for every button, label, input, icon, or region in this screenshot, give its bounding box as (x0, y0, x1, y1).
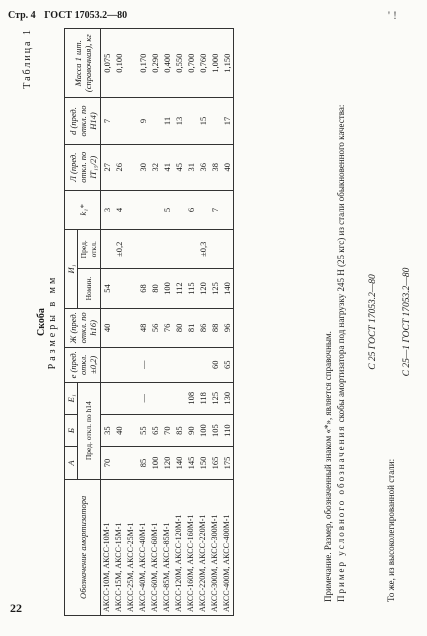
cell-w: 76 (161, 308, 173, 347)
cell-dev (173, 230, 185, 269)
cell-e1 (161, 382, 173, 414)
cell-e (185, 347, 197, 382)
header-designation: Обозначение амортизатора (65, 479, 101, 615)
cell-e (125, 347, 137, 382)
header-l: Л (пред. откл. по IT₁₅/2) (65, 144, 101, 190)
cell-k1 (137, 190, 149, 229)
cell-e: 60 (209, 347, 221, 382)
cell-mass: 0,700 (185, 29, 197, 98)
cell-a: 165 (209, 447, 221, 479)
cell-w: 88 (209, 308, 221, 347)
cell-e1: 125 (209, 382, 221, 414)
header-a: A (65, 447, 78, 479)
rotated-content (22, 28, 417, 616)
cell-mass: 0,760 (197, 29, 209, 98)
cell-dev: ±0,3 (197, 230, 209, 269)
example-designation-1: С 25 ГОСТ 17053.2—80 (368, 274, 378, 370)
cell-l: 27 (101, 144, 114, 190)
page-label: Стр. 4 (8, 10, 36, 21)
cell-e1: 118 (197, 382, 209, 414)
cell-w: 40 (101, 308, 114, 347)
header-nominal: Номин. (78, 269, 101, 308)
cell-l: 45 (173, 144, 185, 190)
cell-e (173, 347, 185, 382)
cell-dev (149, 230, 161, 269)
header-deviation: Пред. откл. (78, 230, 101, 269)
cell-k1: 7 (209, 190, 221, 229)
cell-w: 80 (173, 308, 185, 347)
cell-e1 (101, 382, 114, 414)
cell-l: 32 (149, 144, 161, 190)
header-w: Ж (пред. откл. по h16) (65, 308, 101, 347)
cell-b: 100 (197, 414, 209, 446)
cell-k1: 6 (185, 190, 197, 229)
table-row (161, 29, 173, 616)
cell-nom (125, 269, 137, 308)
cell-a: 85 (137, 447, 149, 479)
cell-d: 9 (137, 98, 149, 144)
cell-w: 48 (137, 308, 149, 347)
cell-designation: АКСС-120М, АКСС-120М-1 (173, 479, 185, 615)
notes (322, 28, 348, 616)
cell-l: 41 (161, 144, 173, 190)
cell-e1: — (137, 382, 149, 414)
cell-e1 (113, 382, 125, 414)
cell-nom (113, 269, 125, 308)
cell-designation: АКСС-60М, АКСС-60М-1 (149, 479, 161, 615)
cell-nom: 100 (161, 269, 173, 308)
table-row (101, 29, 114, 616)
cell-l: 31 (185, 144, 197, 190)
header-k1: k₁* (65, 190, 101, 229)
cell-d: 7 (101, 98, 114, 144)
note-text: Примечание. Размер, обозначенный знаком «*», является справочным. (323, 331, 333, 602)
example-alt-label: То же, из высоколегированной стали: (386, 458, 396, 602)
example-intro (335, 28, 348, 616)
cell-d (149, 98, 161, 144)
cell-e: 65 (221, 347, 234, 382)
cell-designation: АКСС-160М, АКСС-160М-1 (185, 479, 197, 615)
cell-b: 40 (113, 414, 125, 446)
header-b: Б (65, 414, 78, 446)
cell-a: 145 (185, 447, 197, 479)
cell-w (125, 308, 137, 347)
cell-e (197, 347, 209, 382)
cell-nom: 140 (221, 269, 234, 308)
cell-designation: АКСС-400М, АКСС-400М-1 (221, 479, 234, 615)
cell-designation: АКСС-15М, АКСС-15М-1 (113, 479, 125, 615)
cell-b: 35 (101, 414, 114, 446)
cell-mass: 1,150 (221, 29, 234, 98)
header-d: d (пред. откл. по H14) (65, 98, 101, 144)
cell-e: — (137, 347, 149, 382)
cell-mass: 0,170 (137, 29, 149, 98)
cell-nom: 112 (173, 269, 185, 308)
cell-k1 (221, 190, 234, 229)
cell-w (113, 308, 125, 347)
cell-k1 (197, 190, 209, 229)
cell-e1: 130 (221, 382, 234, 414)
cell-k1 (125, 190, 137, 229)
cell-dev (161, 230, 173, 269)
cell-mass: 0,290 (149, 29, 161, 98)
cell-k1 (149, 190, 161, 229)
cell-dev (125, 230, 137, 269)
cell-designation: АКСС-40М, АКСС-40М-1 (137, 479, 149, 615)
cell-b: 55 (137, 414, 149, 446)
cell-d (113, 98, 125, 144)
cell-w: 56 (149, 308, 161, 347)
cell-nom: 120 (197, 269, 209, 308)
cell-d (125, 98, 137, 144)
cell-w: 96 (221, 308, 234, 347)
table-row (113, 29, 125, 616)
header-limits-h14: Пред. откл. по h14 (78, 382, 101, 479)
cell-a (125, 447, 137, 479)
example-intro-spaced: Пример условного обозначения (336, 424, 346, 602)
cell-e (101, 347, 114, 382)
cell-designation: АКСС-10М, АКСС-10М-1 (101, 479, 114, 615)
cell-l: 40 (221, 144, 234, 190)
cell-nom: 54 (101, 269, 114, 308)
cell-e1: 108 (185, 382, 197, 414)
cell-mass: 0,550 (173, 29, 185, 98)
cell-nom: 125 (209, 269, 221, 308)
header-mass: Масса 1 шт. (справочная), кг (65, 29, 101, 98)
cell-k1: 3 (101, 190, 114, 229)
corner-mark: ' ! (387, 8, 397, 22)
cell-nom: 80 (149, 269, 161, 308)
cell-d (185, 98, 197, 144)
cell-mass (125, 29, 137, 98)
table-row (149, 29, 161, 616)
cell-b: 105 (209, 414, 221, 446)
cell-k1: 4 (113, 190, 125, 229)
cell-a: 140 (173, 447, 185, 479)
table-row (137, 29, 149, 616)
cell-d: 15 (197, 98, 209, 144)
table-row (197, 29, 209, 616)
page-header (8, 10, 133, 21)
example-intro-rest: скобы амортизатора под нагрузку 245 Н (25 кгс) из стали обыкновенного качества: (336, 104, 346, 423)
cell-mass: 0,075 (101, 29, 114, 98)
cell-a (113, 447, 125, 479)
standard-code: ГОСТ 17053.2—80 (44, 10, 128, 21)
cell-b: 110 (221, 414, 234, 446)
table-row (125, 29, 137, 616)
cell-mass: 0,100 (113, 29, 125, 98)
header-e: e (пред. откл. ±0,2) (65, 347, 101, 382)
cell-e (113, 347, 125, 382)
page-number: 22 (10, 601, 22, 615)
table-label: Таблица 1 (22, 28, 33, 89)
cell-dev: ±0,2 (113, 230, 125, 269)
cell-dev (209, 230, 221, 269)
table-row (173, 29, 185, 616)
cell-k1: 5 (161, 190, 173, 229)
cell-w: 81 (185, 308, 197, 347)
cell-dev (137, 230, 149, 269)
dimensions-table (64, 28, 234, 616)
cell-e1 (173, 382, 185, 414)
header-i1: И₁ (65, 230, 78, 309)
table-row (185, 29, 197, 616)
cell-d (209, 98, 221, 144)
cell-e (149, 347, 161, 382)
cell-d: 13 (173, 98, 185, 144)
cell-l: 38 (209, 144, 221, 190)
document-subtitle: Размеры в мм (47, 274, 58, 370)
cell-a: 70 (101, 447, 114, 479)
cell-dev (221, 230, 234, 269)
cell-mass: 1,000 (209, 29, 221, 98)
cell-b (125, 414, 137, 446)
title-block (36, 28, 58, 616)
cell-d: 11 (161, 98, 173, 144)
cell-b: 70 (161, 414, 173, 446)
header-e1: E₁ (65, 382, 78, 414)
cell-nom: 68 (137, 269, 149, 308)
table-row (221, 29, 234, 616)
cell-dev (185, 230, 197, 269)
example-designation-2: С 25—1 ГОСТ 17053.2—80 (402, 267, 412, 377)
cell-e (161, 347, 173, 382)
cell-w: 86 (197, 308, 209, 347)
cell-a: 100 (149, 447, 161, 479)
cell-e1 (125, 382, 137, 414)
cell-a: 175 (221, 447, 234, 479)
cell-d: 17 (221, 98, 234, 144)
cell-a: 120 (161, 447, 173, 479)
cell-b: 65 (149, 414, 161, 446)
cell-designation: АКСС-25М, АКСС-25М-1 (125, 479, 137, 615)
cell-dev (101, 230, 114, 269)
cell-e1 (149, 382, 161, 414)
cell-a: 150 (197, 447, 209, 479)
cell-nom: 115 (185, 269, 197, 308)
cell-designation: АКСС-300М, АКСС-300М-1 (209, 479, 221, 615)
cell-l: 26 (113, 144, 125, 190)
cell-l: 36 (197, 144, 209, 190)
cell-l (125, 144, 137, 190)
document-title: Скоба (36, 308, 47, 336)
cell-k1 (173, 190, 185, 229)
cell-mass: 0,400 (161, 29, 173, 98)
table-row (209, 29, 221, 616)
cell-b: 85 (173, 414, 185, 446)
cell-designation: АКСС-85М, АКСС-85М-1 (161, 479, 173, 615)
cell-l: 30 (137, 144, 149, 190)
cell-designation: АКСС-220М, АКСС-220М-1 (197, 479, 209, 615)
cell-b: 90 (185, 414, 197, 446)
